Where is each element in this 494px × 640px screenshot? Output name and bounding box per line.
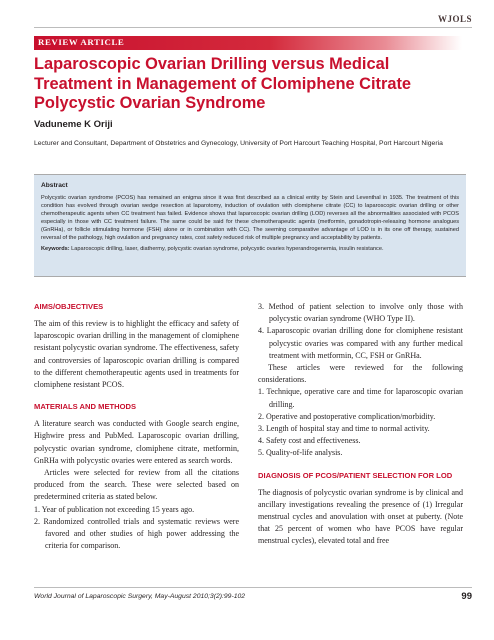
methods-paragraph: A literature search was conducted with Google search engine, Highwire press and PubMed. Laparoscopic ovarian drilling, polycystic ovarian syndrome, clomiphene citrate, metformin, GnRHa with polycystic ovaries were entered as search words.: [34, 419, 239, 465]
title-line: Laparoscopic Ovarian Drilling versus Medical: [34, 55, 390, 73]
methods-heading: MATERIALS AND METHODS: [34, 402, 137, 412]
author-name: Vaduneme K Oriji: [34, 119, 113, 130]
aims-heading: AIMS/OBJECTIVES: [34, 302, 104, 311]
left-column: [34, 301, 239, 552]
title-line: Polycystic Ovarian Syndrome: [34, 94, 266, 112]
aims-paragraph: The aim of this review is to highlight the efficacy and safety of laparoscopic ovarian drilling in the management of clomiphene resistant polycystic ovarian syndrome. The effectiveness, safety and controversies of laparoscopic ovarian drilling is compared to the different chemotherapeutic agents used in treatments for clomiphene resistant PCOS.: [34, 319, 239, 390]
list-item: 2. Operative and postoperative complication/morbidity.: [258, 411, 436, 421]
section-banner: [34, 36, 462, 50]
footer-divider: [34, 587, 472, 588]
list-item: 2. Randomized controlled trials and systematic reviews were favored and other studies of high power addressing the criteria for comparison.: [34, 516, 239, 551]
keywords-text: Laparoscopic drilling, laser, diathermy, polycystic ovarian syndrome, polycystic ovaries hyperandrogenemia, insulin resistance.: [69, 246, 384, 252]
title-line: Treatment in Management of Clomiphene Citrate: [34, 74, 412, 93]
article-title: [34, 55, 474, 114]
list-item: 5. Quality-of-life analysis.: [258, 448, 343, 458]
abstract-heading: Abstract: [41, 182, 68, 189]
right-column: [258, 301, 463, 548]
keywords: [41, 245, 459, 253]
keywords-label: Keywords:: [41, 246, 70, 252]
methods-paragraph: Articles were selected for review from all the citations produced from the search. These were selected based on predetermined criteria as stated below.: [34, 468, 239, 502]
diagnosis-heading: DIAGNOSIS OF PCOS/PATIENT SELECTION FOR LOD: [258, 470, 453, 480]
diagnosis-paragraph: The diagnosis of polycystic ovarian syndrome is by clinical and ancillary investigations revealing the presence of (1) Irregular menstrual cycles and anovulation with onset at puberty. (Note that 25 percent of women who have PCOS have regular menstrual cycles), elevated total and free: [258, 487, 463, 546]
list-item: 4. Safety cost and effectiveness.: [258, 436, 361, 446]
footer-citation: World Journal of Laparoscopic Surgery, May-August 2010;3(2):99-102: [34, 593, 246, 600]
list-item: 3. Method of patient selection to involve only those with polycystic ovarian syndrome (WHO Type II).: [258, 302, 463, 324]
abstract-text: Polycystic ovarian syndrome (PCOS) has remained an enigma since it was first described as a clinical entity by Stein and Leventhal in 1935. The treatment of this condition has evolved through ovarian wedge resection at laparotomy, induction of ovulation with clomiphene citrate (CC) to laparoscopic ovarian drilling or other chemotherapeutic agents when CC treatment has failed. Evidence shows that laparoscopic ovarian drilling (LOD) reverses all the abnormalities associated with PCOS especially in those with CC treatment failure. The same could be said for these chemotherapeutic agents (metformin, gonadotropin-releasing hormone analogues (GnRHa), or follicle stimulating hormone (FSH) alone or in combination with CC). The seeming comparative advantage of LOD is in its one off therapy, sustained reversal of the pathology, high ovulation and pregnancy rates, cost safety reduced risk of multiple pregnancy and acceptability by patients.: [41, 195, 459, 241]
abstract-box: [34, 174, 466, 277]
page-number: 99: [461, 591, 472, 602]
list-item: 1. Year of publication not exceeding 15 years ago.: [34, 504, 195, 514]
list-item: 1. Technique, operative care and time for laparoscopic ovarian drilling.: [258, 387, 463, 409]
list-item: 4. Laparoscopic ovarian drilling done for clomiphene resistant polycystic ovaries was compared with any further medical treatment with metformin, CC, FSH or GnRHa.: [258, 326, 463, 360]
header-divider: [34, 27, 472, 28]
author-affiliation: Lecturer and Consultant, Department of Obstetrics and Gynecology, University of Port Harcourt Teaching Hospital, Port Harcourt Nigeria: [34, 140, 443, 147]
criteria-list: [34, 504, 239, 553]
considerations-list: [258, 386, 463, 459]
list-item: 3. Length of hospital stay and time to normal activity.: [258, 424, 430, 434]
criteria-list-continued: [258, 301, 463, 362]
considerations-intro: These articles were reviewed for the following considerations.: [258, 363, 463, 385]
section-label: REVIEW ARTICLE: [38, 37, 125, 47]
journal-tag: WJOLS: [437, 14, 472, 24]
